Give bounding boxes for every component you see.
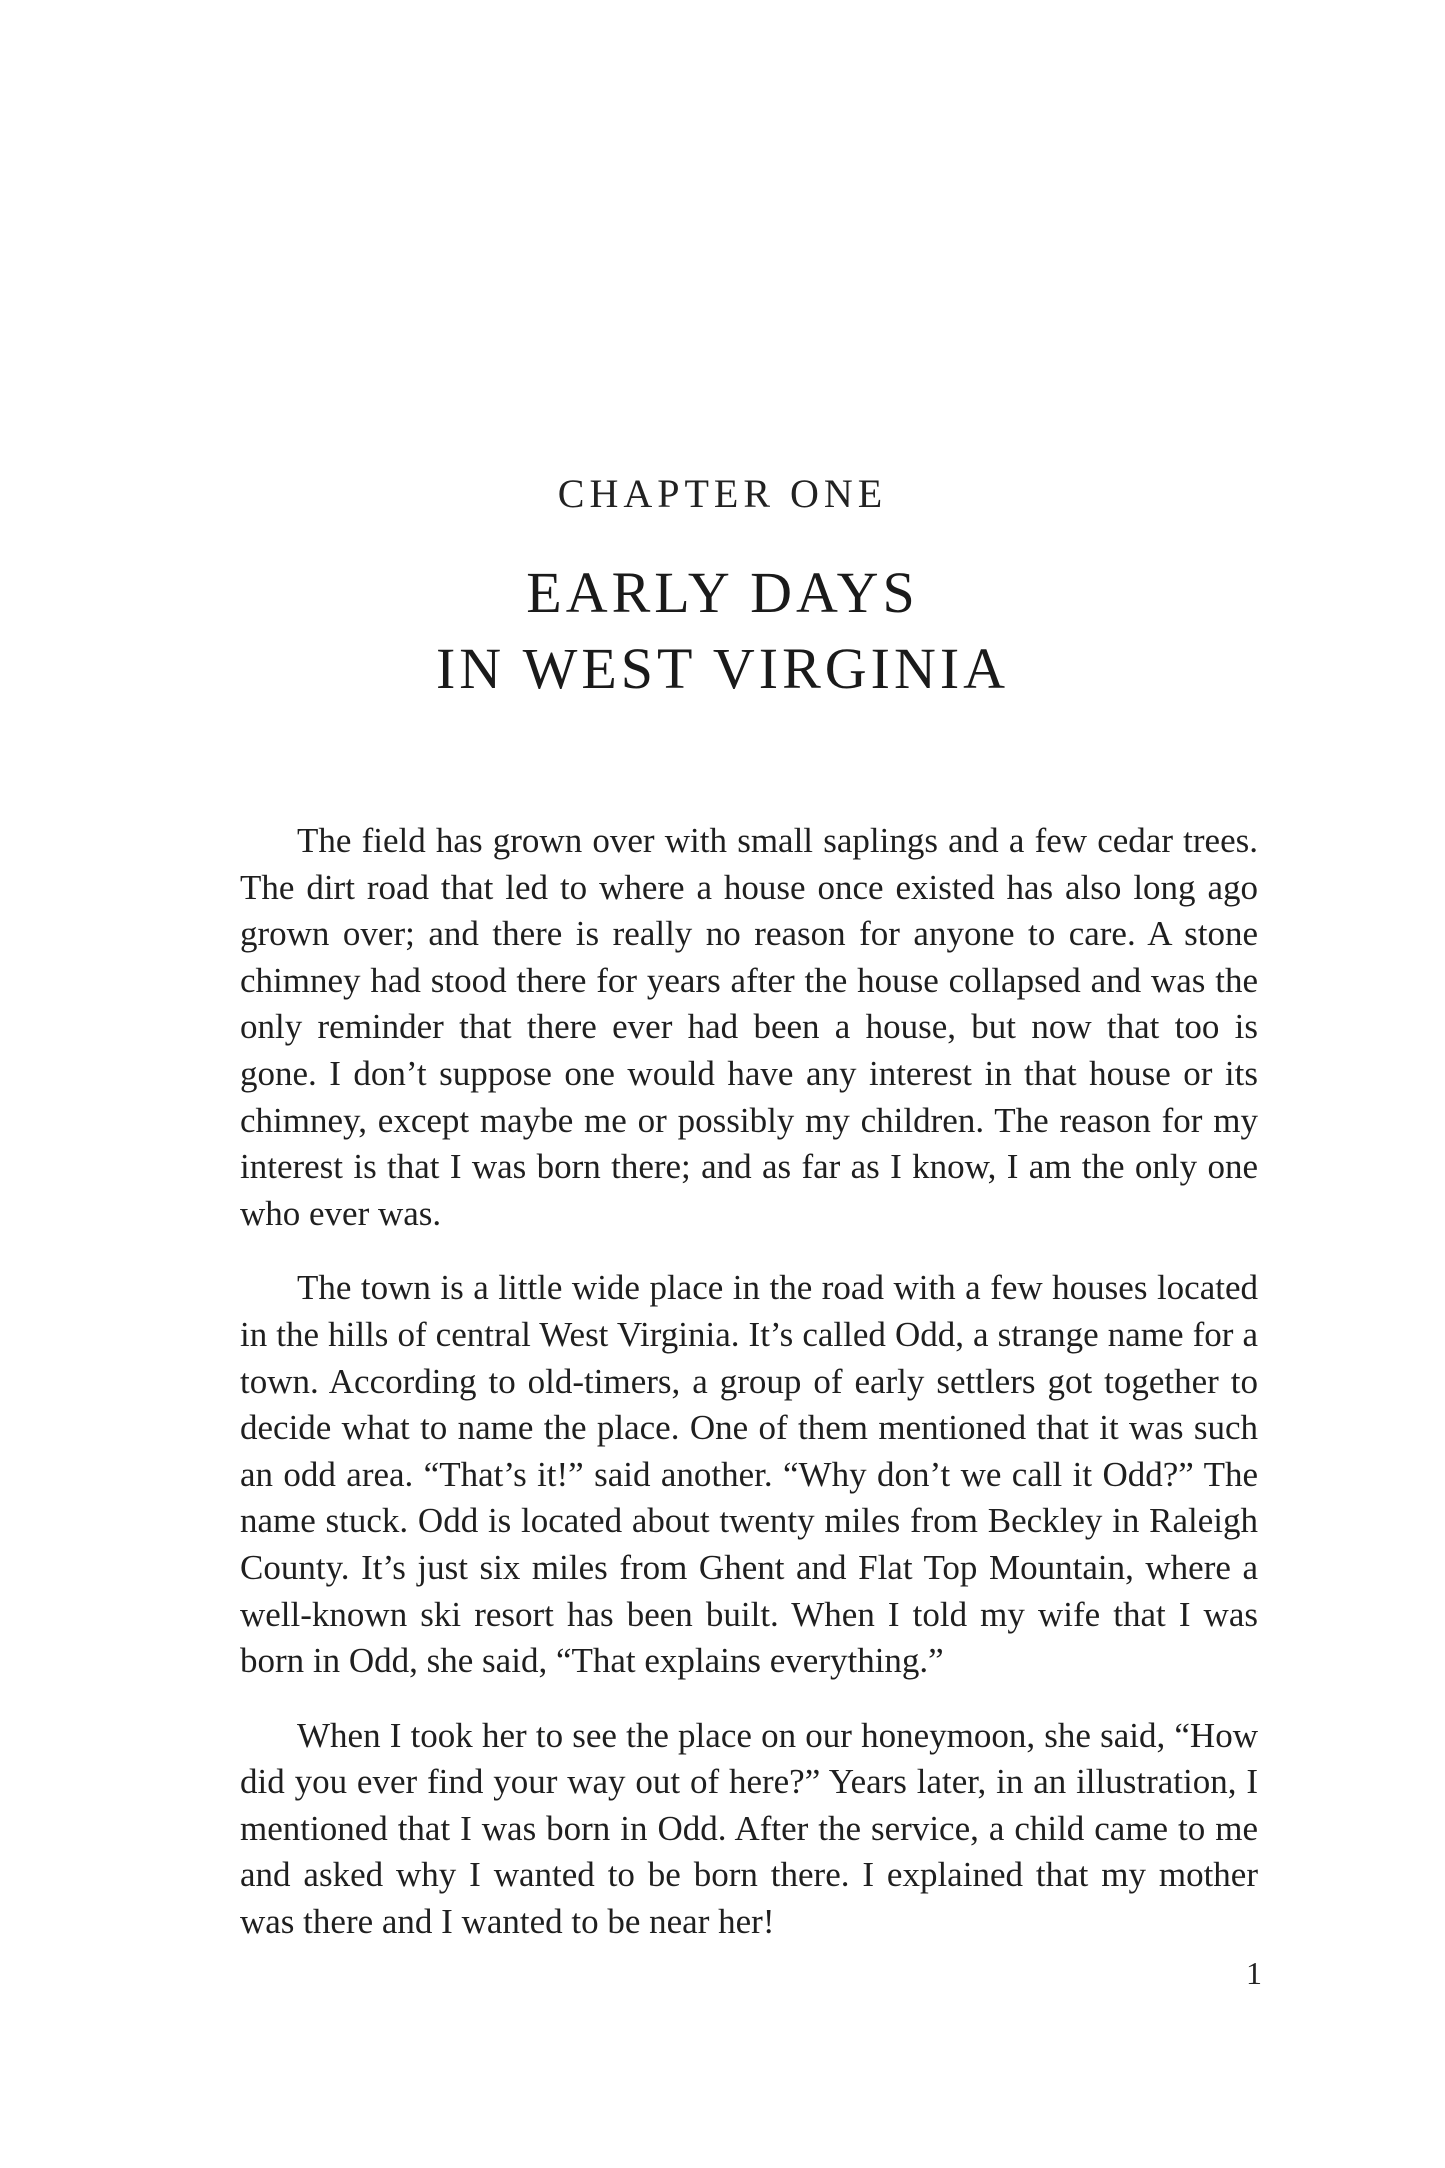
chapter-label: CHAPTER ONE	[557, 471, 888, 516]
chapter-title-line-1: EARLY DAYS	[526, 560, 919, 625]
paragraph-3: When I took her to see the place on our honeymoon, she said, “How did you ever find your way out of here?” Years later, in an illustration, I mentioned that I was born in Odd. After the service, a child came to me and asked why I wanted to be born there. I explained that my mother was there and I wanted to be near her!	[240, 1715, 1258, 1942]
paragraph-1: The field has grown over with small saplings and a few cedar trees. The dirt road that led to where a house once existed has also long ago grown over; and there is really no reason for anyone to care. A stone chimney had stood there for years after the house collapsed and was the only reminder that there ever had been a house, but now that too is gone. I don’t suppose one would have any interest in that house or its chimney, except maybe me or possibly my children. The reason for my interest is that I was born there; and as far as I know, I am the only one who ever was.	[240, 821, 1258, 1233]
chapter-title-line-2: IN WEST VIRGINIA	[435, 636, 1010, 701]
body-text	[240, 818, 1258, 1974]
chapter-title	[0, 555, 1445, 707]
page-number: 1	[1246, 1955, 1262, 1991]
paragraph-2: The town is a little wide place in the road with a few houses located in the hills of central West Virginia. It’s called Odd, a strange name for a town. According to old-timers, a group of early settlers got together to decide what to name the place. One of them mentioned that it was such an odd area. “That’s it!” said another. “Why don’t we call it Odd?” The name stuck. Odd is located about twenty miles from Beckley in Raleigh County. It’s just six miles from Ghent and Flat Top Mountain, where a well-known ski resort has been built. When I told my wife that I was born in Odd, she said, “That explains everything.”	[240, 1268, 1258, 1681]
